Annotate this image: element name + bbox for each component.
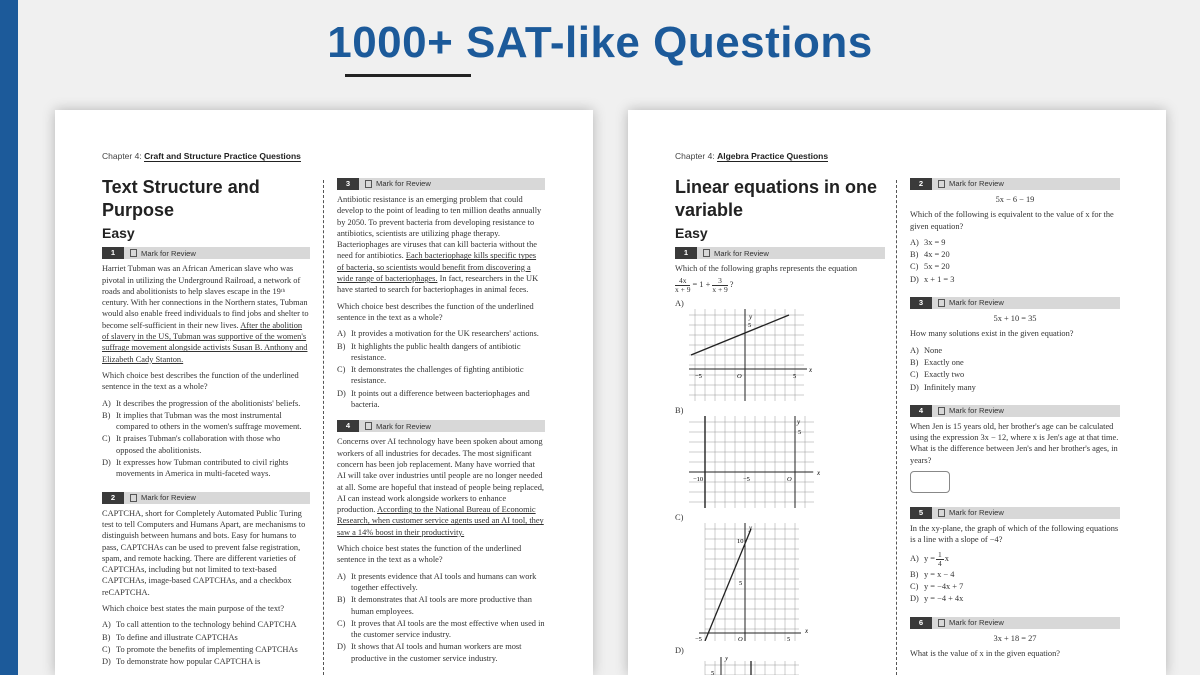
bookmark-icon: [130, 494, 137, 502]
bookmark-icon: [365, 422, 372, 430]
left-column-2: [337, 173, 545, 665]
graph-b[interactable]: [689, 416, 829, 508]
graph-option-label[interactable]: A): [675, 298, 684, 308]
tick-label: 5: [787, 636, 791, 642]
mark-for-review-button[interactable]: Mark for Review: [130, 248, 196, 259]
axis-label-x: x: [809, 365, 813, 374]
answer-choice[interactable]: D) Infinitely many: [910, 382, 976, 392]
passage-4: Concerns over AI technology have been spoken about among workers of all industries for decades. The most significant concern has been job replacement. Many have worried that AI will take over industries until people are no longer needed at all. Some are hopeful that instead of people being replaced, AI can instead work alongside workers to enhance production. According to the National Bureau of Economic Research, when customer service agents used an AI tool, they saw a 14% boost in their productivity.: [337, 437, 544, 537]
question-prompt-1: Which choice best describes the function of the underlined sentence in the text as a whole?: [102, 370, 299, 392]
axis-label-y: y: [749, 524, 753, 533]
bookmark-icon: [365, 180, 372, 188]
answer-choice[interactable]: D) x + 1 = 3: [910, 274, 955, 284]
question-header-6: [910, 617, 1120, 629]
answer-choice[interactable]: A) y = $\frac{1}{4}$ x: [910, 549, 949, 568]
tick-label: −5: [695, 636, 702, 642]
answer-choice[interactable]: C) It demonstrates the challenges of fighting antibiotic resistance.: [337, 365, 524, 386]
tick-label: −10: [693, 476, 704, 484]
answer-choice[interactable]: D) It points out a difference between bacteriophages and bacteria.: [337, 388, 530, 410]
mark-for-review-button[interactable]: Mark for Review: [130, 492, 196, 503]
answer-choice[interactable]: B) It highlights the public health dangers of antibiotic resistance.: [337, 341, 521, 362]
answer-choice[interactable]: A) None: [910, 345, 943, 355]
bookmark-icon: [938, 407, 945, 415]
answer-choice[interactable]: B) Exactly one: [910, 357, 964, 367]
mark-for-review-button[interactable]: Mark for Review: [938, 617, 1004, 628]
question-prompt: When Jen is 15 years old, her brother's age can be calculated using the expression 3x − 12, where x is Jen's age at that time. What is the difference between Jen's and her brother's ages, in years?: [910, 421, 1119, 465]
question-header-5: [910, 507, 1120, 519]
answer-choice[interactable]: B) y = x − 4: [910, 569, 955, 579]
bookmark-icon: [938, 299, 945, 307]
mark-for-review-button[interactable]: Mark for Review: [938, 405, 1004, 416]
graph-d[interactable]: [689, 657, 819, 675]
bookmark-icon: [938, 619, 945, 627]
question-header-4: [910, 405, 1120, 417]
chapter-label: [102, 151, 301, 161]
answer-choice[interactable]: D) y = −4 + 4x: [910, 594, 964, 604]
question-header-2: [910, 178, 1120, 190]
mark-for-review-button[interactable]: Mark for Review: [938, 178, 1004, 189]
axis-label-x: x: [817, 469, 821, 478]
axis-label-y: y: [797, 418, 801, 427]
question-number: 5: [910, 507, 932, 519]
graph-a[interactable]: [689, 309, 819, 401]
passage-3: Antibiotic resistance is an emerging problem that could develop to the point of leading to ten million deaths annually by 2050. To prevent bacteria from developing resistance to antibiotics, scientists are utilizing phage therapy. Bacteriophages are viruses that can kill bacteria without the need for antibiotics. Each bacteriophage kills specific types of bacteria, so scientists would benefit from discovering a wide range of bacteriophages. In fact, researchers in the UK have started to search for bacteriophages in animal feces.: [337, 195, 542, 295]
answer-choice[interactable]: C) 5x = 20: [910, 262, 950, 272]
left-column-1: [102, 176, 310, 669]
mark-for-review-button[interactable]: Mark for Review: [365, 178, 431, 189]
question-number: 1: [675, 247, 697, 259]
banner-underline: [345, 74, 471, 77]
origin-label: O: [738, 636, 743, 642]
question-number: 2: [102, 492, 124, 504]
column-divider: [896, 180, 897, 675]
question-header-3: [337, 178, 545, 190]
question-number: 1: [102, 247, 124, 259]
equation: 5x + 10 = 35: [993, 314, 1037, 324]
tick-label: 5: [711, 669, 715, 675]
question-header-2: [102, 492, 310, 504]
chapter-prefix: Chapter 4:: [675, 151, 715, 161]
fraction: $\frac{4x}{x + 9}$: [675, 275, 691, 294]
answer-choice[interactable]: A) It describes the progression of the abolitionists' beliefs.: [102, 398, 301, 408]
answer-choice[interactable]: B) To define and illustrate CAPTCHAs: [102, 632, 238, 642]
mark-for-review-button[interactable]: Mark for Review: [938, 297, 1004, 308]
banner-title: 1000+ SAT-like Questions: [327, 18, 873, 67]
answer-choice[interactable]: B) It demonstrates that AI tools are more productive than human employees.: [337, 595, 532, 616]
tick-label: 5: [739, 580, 743, 588]
question-header-3: [910, 297, 1120, 309]
question-prompt-2: Which choice best states the main purpose of the text?: [102, 604, 285, 614]
choices-4: [337, 571, 545, 664]
right-column-1: [675, 176, 885, 675]
answer-choice[interactable]: D) It shows that AI tools and human workers are most productive in the customer service industry.: [337, 642, 522, 663]
choices: [910, 345, 1120, 393]
mark-for-review-button[interactable]: Mark for Review: [938, 507, 1004, 518]
graph-c[interactable]: [689, 523, 819, 641]
question-prompt-3: Which choice best describes the function of the underlined sentence in the text as a whole?: [337, 301, 534, 322]
column-divider: [323, 180, 324, 675]
tick-label: 5: [798, 429, 802, 437]
question-number: 4: [337, 420, 359, 432]
answer-choice[interactable]: C) y = −4x + 7: [910, 581, 964, 591]
right-page: [628, 110, 1166, 675]
equation: 3x + 18 = 27: [993, 633, 1037, 643]
question-prompt: In the xy-plane, the graph of which of the following equations is a line with a slope of −4?: [910, 524, 1119, 545]
axis-label-y: y: [749, 312, 753, 321]
chapter-title: Algebra Practice Questions: [717, 151, 829, 161]
tick-label: 5: [793, 372, 797, 380]
question-prompt: Which of the following graphs represents the equation: [675, 264, 858, 274]
origin-label: O: [787, 476, 792, 484]
graph-option-label[interactable]: B): [675, 405, 684, 415]
choices-2: [102, 619, 310, 667]
bookmark-icon: [938, 509, 945, 517]
mark-for-review-button[interactable]: Mark for Review: [703, 248, 769, 259]
mark-for-review-button[interactable]: Mark for Review: [365, 421, 431, 432]
question-prompt: Which of the following is equivalent to the value of x for the given equation?: [910, 210, 1114, 231]
answer-input[interactable]: [910, 471, 950, 493]
question-number: 4: [910, 405, 932, 417]
difficulty-heading: Easy: [675, 225, 708, 241]
answer-choice[interactable]: B) It implies that Tubman was the most instrumental compared to others in the women's suffrage movement.: [102, 410, 302, 432]
equation: 5x − 6 − 19: [995, 195, 1035, 204]
bookmark-icon: [130, 249, 137, 257]
question-prompt-4: Which choice best states the function of the underlined sentence in the text as a whole?: [337, 544, 522, 565]
answer-choice[interactable]: C) Exactly two: [910, 370, 965, 380]
tick-label: −5: [743, 476, 750, 484]
section-heading: Text Structure and Purpose: [102, 177, 260, 220]
graph-option-label[interactable]: D): [675, 646, 684, 656]
answer-choice[interactable]: C) To promote the benefits of implementing CAPTCHAs: [102, 644, 298, 654]
answer-choice[interactable]: A) 3x = 9: [910, 237, 946, 247]
choices: [910, 551, 1120, 605]
choices: [910, 237, 1120, 285]
passage-2: CAPTCHA, short for Completely Automated Public Turing test to tell Computers and Humans Apart, are mechanisms to distinguish between humans and bots. Easy for humans to pass, CAPTCHAs can be used to prevent false registration, spam, and remote hacking. There are different varieties of CAPTCHAs, including but not limited to text-based CAPTCHAs, image-based CAPTCHAs, and a checkbox reCAPTCHA.: [102, 508, 306, 597]
answer-choice[interactable]: A) It provides a motivation for the UK researchers' actions.: [337, 329, 539, 339]
difficulty-heading: Easy: [102, 225, 135, 241]
chapter-title: Craft and Structure Practice Questions: [144, 151, 301, 161]
bookmark-icon: [703, 249, 710, 257]
origin-label: O: [737, 372, 742, 380]
tick-label: 5: [748, 321, 752, 329]
axis-label-y: y: [725, 656, 729, 662]
chapter-prefix: Chapter 4:: [102, 151, 142, 161]
question-number: 6: [910, 617, 932, 629]
answer-choice[interactable]: D) It expresses how Tubman contributed to civil rights movements in America in multi-faceted ways.: [102, 458, 289, 479]
answer-choice[interactable]: D) To demonstrate how popular CAPTCHA is: [102, 657, 261, 667]
right-column-2: [910, 173, 1120, 664]
equation: $\frac{4x}{x + 9}$ = 1 + $\frac{3}{x + 9}$ ?: [675, 275, 734, 294]
answer-choice[interactable]: A) It presents evidence that AI tools and humans can work together effectively.: [337, 571, 537, 592]
question-prompt: What is the value of x in the given equation?: [910, 648, 1061, 658]
passage-1: Harriet Tubman was an African American slave who was pivotal in utilizing the Underground Railroad, a network of roads and abolitionists to help slaves escape in the 19ᵗʰ century. With her connections in the Northern states, Tubman would also enable freed individuals to find jobs and shelter to become self-sufficient in their new lives. After the abolition of slavery in the US, Tubman was supportive of the women's suffrage movement alongside activists Susan B. Anthony and Elizabeth Cady Stanton.: [102, 264, 309, 364]
question-header-4: [337, 420, 545, 432]
answer-choice[interactable]: C) It praises Tubman's collaboration with those who opposed the abolitionists.: [102, 434, 281, 455]
bookmark-icon: [938, 180, 945, 188]
graph-option-label[interactable]: C): [675, 513, 684, 523]
question-number: 3: [910, 297, 932, 309]
left-accent-bar: [0, 0, 18, 675]
question-number: 3: [337, 178, 359, 190]
answer-choice[interactable]: C) It proves that AI tools are the most effective when used in the customer service industry.: [337, 618, 545, 640]
fraction: $\frac{3}{x + 9}$: [712, 275, 728, 294]
question-prompt: How many solutions exist in the given equation?: [910, 329, 1074, 339]
fraction: $\frac{1}{4}$: [938, 549, 942, 568]
axis-label-x: x: [805, 627, 809, 636]
answer-choice[interactable]: B) 4x = 20: [910, 250, 950, 260]
question-header-1: [675, 247, 885, 259]
choices-1: [102, 398, 310, 480]
answer-choice[interactable]: A) To call attention to the technology behind CAPTCHA: [102, 620, 297, 630]
section-heading: Linear equations in one variable: [675, 177, 878, 220]
chapter-label: [675, 151, 828, 161]
tick-label: −5: [695, 372, 702, 380]
tick-label: 10: [737, 538, 744, 546]
question-number: 2: [910, 178, 932, 190]
choices-3: [337, 328, 545, 410]
left-page: [55, 110, 593, 675]
question-header-1: [102, 247, 310, 259]
